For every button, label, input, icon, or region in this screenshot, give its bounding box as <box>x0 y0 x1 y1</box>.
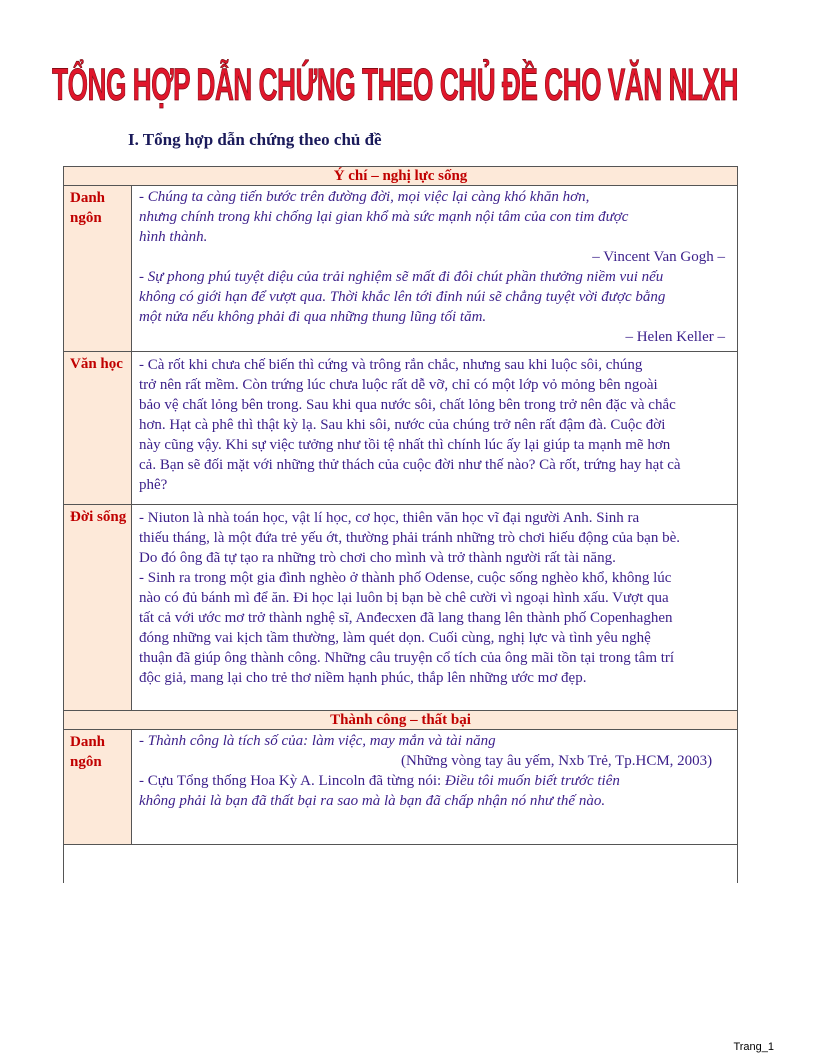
text-line: hình thành. <box>139 229 208 245</box>
quote-source: (Những vòng tay âu yếm, Nxb Trẻ, Tp.HCM, 2003) <box>401 753 713 769</box>
lincoln-intro: - Cựu Tổng thống Hoa Kỳ A. Lincoln đã từng nói: <box>139 773 445 789</box>
text-line: hơn. Hạt cà phê thì thật kỳ lạ. Sau khi sôi, nước của chúng trở nên rất đậm đà. Cuộc đời <box>139 417 666 433</box>
text-line <box>139 771 769 791</box>
text-line: độc giả, mang lại cho trẻ thơ niềm hạnh phúc, thắp lên những ước mơ đẹp. <box>139 670 587 686</box>
lincoln-quote: Điều tôi muốn biết trước tiên <box>444 773 620 789</box>
text-line: tất cả với ước mơ trở thành nghệ sĩ, Anđecxen đã lang thang lên thành phố Copenhaghen <box>139 610 673 626</box>
row-content <box>139 186 769 347</box>
text-line: Do đó ông đã tự tạo ra những trò chơi cho mình và trở thành người rất tài năng. <box>139 550 616 566</box>
topic-table-willpower <box>63 166 738 713</box>
text-line: thiếu tháng, là một đứa trẻ yếu ớt, thường phải tránh những trò chơi hiếu động của bạn bè. <box>139 530 680 546</box>
text-line: đóng những vai kịch tầm thường, làm quét dọn. Cuối cùng, nghị lực và tình yêu nghệ <box>139 630 651 646</box>
text-line: - Chúng ta càng tiến bước trên đường đời, mọi việc lại càng khó khăn hơn, <box>139 189 590 205</box>
page-number: Trang_1 <box>733 1041 774 1053</box>
quote-author: – Vincent Van Gogh – <box>592 249 725 265</box>
text-line: không có giới hạn để vượt qua. Thời khắc lên tới đỉnh núi sẽ chẳng tuyệt vời được bằng <box>139 289 666 305</box>
text-line: nào có đủ bánh mì để ăn. Đi học lại luôn bị bạn bè chê cười vì ngoại hình xấu. Vượt qua <box>139 590 669 606</box>
table-row-quotes <box>64 186 737 352</box>
topic-title: Thành công – thất bại <box>64 710 737 730</box>
text-line: phê? <box>139 477 168 493</box>
lincoln-quote-continued: không phải là bạn đã thất bại ra sao mà là bạn đã chấp nhận nó như thế nào. <box>139 793 606 809</box>
text-line: này cũng vậy. Khi sự việc tưởng như tồi tệ nhất thì chính lúc ấy lại giúp ta mạnh mẽ hơn <box>139 437 671 453</box>
table-row-life <box>64 505 737 713</box>
row-label: Văn học <box>64 352 132 504</box>
row-label: Danh ngôn <box>64 186 132 351</box>
row-content <box>139 505 769 688</box>
topic-table-success <box>63 710 738 883</box>
text-line: cả. Bạn sẽ đối mặt với những thử thách của cuộc đời như thế nào? Cà rốt, trứng hay hạt cà <box>139 457 681 473</box>
section-heading: I. Tổng hợp dẫn chứng theo chủ đề <box>128 130 382 149</box>
row-label: Đời sống <box>64 505 132 711</box>
banner-title-text: TỔNG HỢP DẪN CHỨNG THEO CHỦ ĐỀ CHO VĂN NLXH <box>52 59 738 110</box>
text-line: bảo vệ chất lỏng bên trong. Sau khi qua nước sôi, chất lỏng bên trong trở nên đặc và chắc <box>139 397 676 413</box>
table-row-quotes <box>64 730 737 845</box>
table-row-empty <box>64 845 737 883</box>
quote-text: - Thành công là tích số của: làm việc, may mắn và tài năng <box>139 733 496 749</box>
banner-title <box>52 54 742 114</box>
text-line: - Cà rốt khi chưa chế biến thì cứng và trông rắn chắc, nhưng sau khi luộc sôi, chúng <box>139 357 643 373</box>
row-content <box>139 730 769 811</box>
row-content <box>139 352 769 495</box>
text-line: trở nên rất mềm. Còn trứng lúc chưa luộc rất dễ vỡ, chỉ có một lớp vỏ mỏng bên ngoài <box>139 377 658 393</box>
quote-author: – Helen Keller – <box>625 329 725 345</box>
text-line: thuận đã giúp ông thành công. Những câu truyện cổ tích của ông mãi tồn tại trong tâm trí <box>139 650 675 666</box>
text-line: - Niuton là nhà toán học, vật lí học, cơ học, thiên văn học vĩ đại người Anh. Sinh ra <box>139 510 640 526</box>
topic-title: Ý chí – nghị lực sống <box>64 166 737 186</box>
text-line: nhưng chính trong khi chống lại gian khổ mà sức mạnh nội tâm của con tim được <box>139 209 629 225</box>
row-label: Danh ngôn <box>64 730 132 844</box>
text-line: một nửa nếu không phải đi qua những thung lũng tối tăm. <box>139 309 487 325</box>
table-row-literature <box>64 352 737 505</box>
text-line: - Sinh ra trong một gia đình nghèo ở thành phố Odense, cuộc sống nghèo khổ, không lúc <box>139 570 672 586</box>
text-line: - Sự phong phú tuyệt diệu của trải nghiệm sẽ mất đi đôi chút phần thưởng niềm vui nếu <box>139 269 664 285</box>
